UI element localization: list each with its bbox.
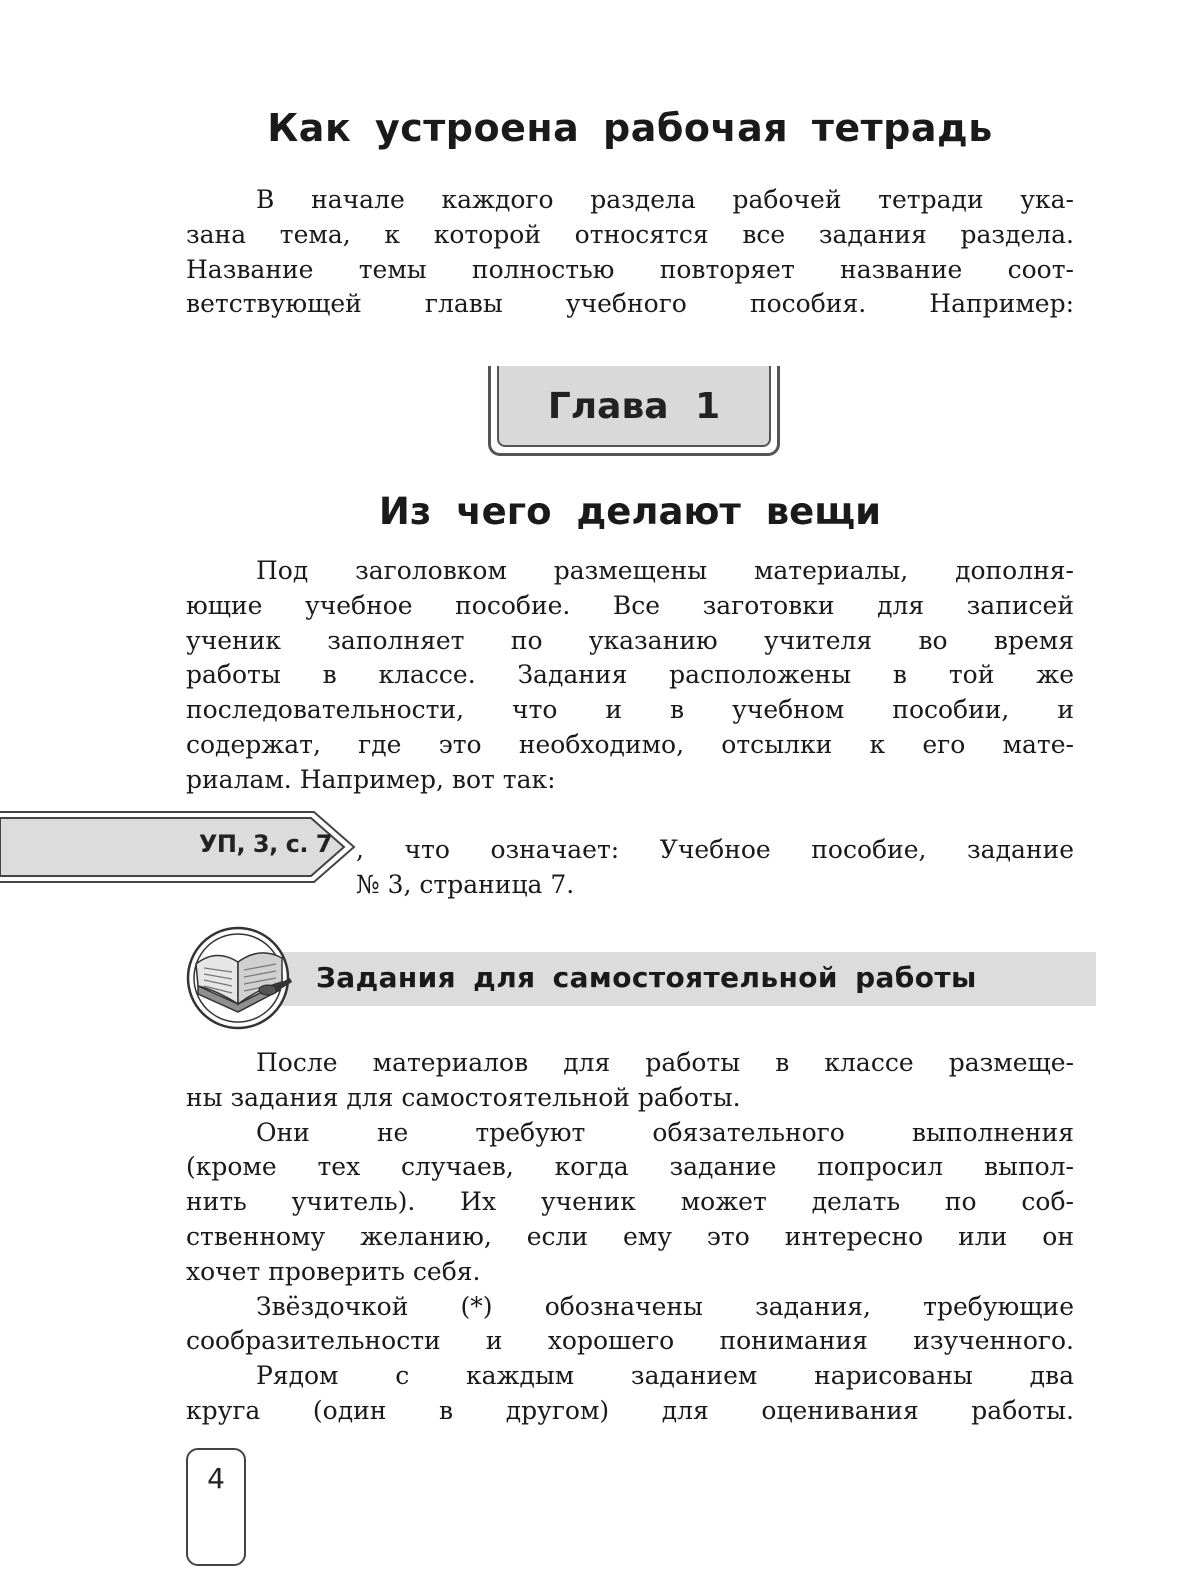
- text-line: зана тема, к которой относятся все задания раздела.: [186, 219, 1074, 249]
- reference-explanation: [356, 833, 1074, 903]
- text-line: ветствующей главы учебного пособия. Например:: [186, 289, 1074, 319]
- chapter-title: Из чего делают вещи: [378, 490, 882, 533]
- text-line: ющие учебное пособие. Все заготовки для записей: [186, 590, 1074, 620]
- text-line: ны задания для самостоятельной работы.: [186, 1082, 741, 1112]
- reference-label: УП, 3, с. 7: [198, 830, 332, 858]
- text-line: хочет проверить себя.: [186, 1256, 481, 1286]
- page-number-tab: [186, 1448, 246, 1566]
- page-number: 4: [207, 1462, 225, 1495]
- self-study-paragraph: [186, 1046, 1074, 1429]
- text-line: ственному желанию, если ему это интересно или он: [186, 1221, 1074, 1251]
- page-title: Как устроена рабочая тетрадь: [267, 106, 993, 150]
- intro-paragraph: [186, 183, 1074, 322]
- text-line: Рядом с каждым заданием нарисованы два: [256, 1361, 1074, 1391]
- text-line: Название темы полностью повторяет название соот-: [186, 254, 1074, 284]
- chapter-label: Глава 1: [497, 366, 771, 447]
- open-book-icon: [184, 924, 298, 1032]
- text-line: Они не требуют обязательного выполнения: [256, 1117, 1074, 1147]
- text-line: , что означает: Учебное пособие, задание: [356, 835, 1074, 864]
- text-line: После материалов для работы в классе размеще-: [256, 1048, 1074, 1077]
- text-line: последовательности, что и в учебном пособии, и: [186, 695, 1074, 725]
- text-line: содержат, где это необходимо, отсылки к его мате-: [186, 729, 1074, 759]
- text-line: ученик заполняет по указанию учителя во время: [186, 625, 1074, 655]
- text-line: нить учитель). Их ученик может делать по соб-: [186, 1187, 1074, 1217]
- text-line: риалам. Например, вот так:: [186, 764, 556, 794]
- chapter-label-frame: [488, 366, 780, 456]
- text-line: сообразительности и хорошего понимания изученного.: [186, 1326, 1074, 1356]
- text-line: Под заголовком размещены материалы, дополня-: [256, 556, 1074, 585]
- text-line: В начале каждого раздела рабочей тетради ука-: [256, 185, 1074, 214]
- text-line: Звёздочкой (*) обозначены задания, требующие: [256, 1291, 1074, 1321]
- materials-paragraph: [186, 554, 1074, 798]
- text-line: (кроме тех случаев, когда задание попросил выпол-: [186, 1152, 1074, 1182]
- section-heading: Задания для самостоятельной работы: [316, 961, 977, 994]
- text-line: работы в классе. Задания расположены в той же: [186, 660, 1074, 690]
- text-line: № 3, страница 7.: [356, 869, 575, 899]
- text-line: круга (один в другом) для оценивания работы.: [186, 1395, 1074, 1425]
